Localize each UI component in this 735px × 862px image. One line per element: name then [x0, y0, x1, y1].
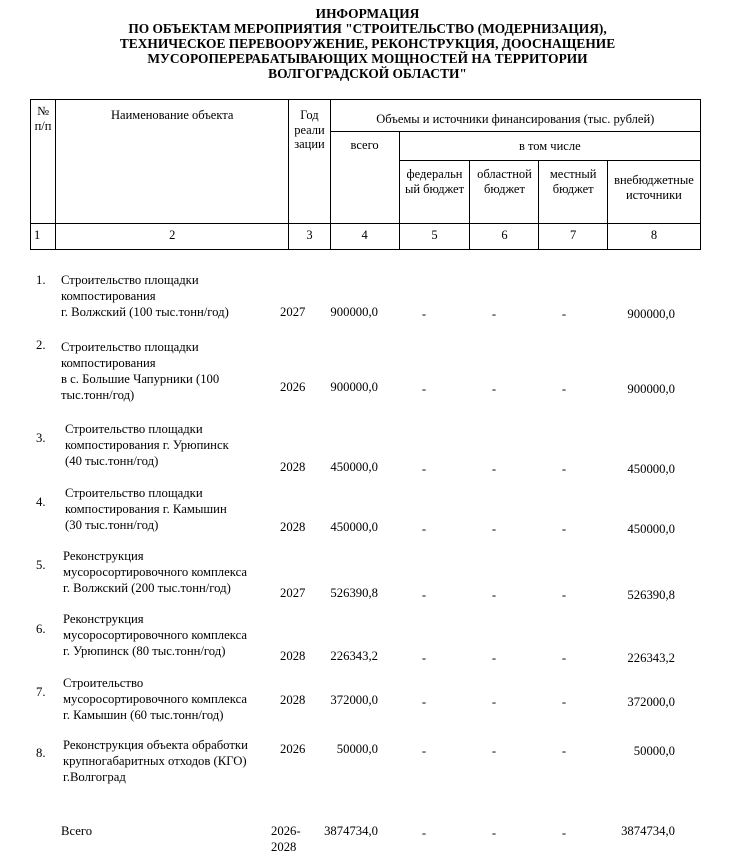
object-name-line: компостирования: [61, 289, 156, 303]
object-name-line: г. Волжский (200 тыс.тонн/год): [63, 581, 231, 595]
local-budget: -: [561, 462, 567, 476]
offbudget-amount: 50000,0: [633, 744, 675, 758]
federal-budget: -: [421, 695, 427, 709]
header-funding: Объемы и источники финансирования (тыс. рублей): [330, 100, 700, 132]
header-num: № п/п: [31, 100, 56, 224]
header-regional: областной бюджет: [470, 161, 539, 224]
total-federal: -: [421, 826, 427, 840]
header-name: Наименование объекта: [56, 100, 289, 224]
local-budget: -: [561, 651, 567, 665]
object-name: [63, 548, 278, 596]
title-line: ВОЛГОГРАДСКОЙ ОБЛАСТИ": [268, 66, 467, 81]
local-budget: -: [561, 695, 567, 709]
object-name-line: компостирования: [61, 356, 156, 370]
header-total: всего: [330, 132, 399, 224]
regional-budget: -: [491, 307, 497, 321]
total-offbudget: 3874734,0: [621, 824, 675, 838]
object-name-line: г. Камышин (60 тыс.тонн/год): [63, 708, 224, 722]
federal-budget: -: [421, 744, 427, 758]
object-name-line: г. Урюпинск (80 тыс.тонн/год): [63, 644, 226, 658]
object-name-line: компостирования г. Урюпинск: [65, 438, 229, 452]
row-number: 1.: [36, 273, 46, 287]
object-name: [65, 421, 280, 469]
total-local: -: [561, 826, 567, 840]
offbudget-amount: 900000,0: [627, 382, 675, 396]
object-name-line: Строительство: [63, 676, 144, 690]
offbudget-amount: 372000,0: [627, 695, 675, 709]
total-amount: 372000,0: [330, 693, 378, 707]
object-name-line: Строительство площадки: [65, 422, 203, 436]
object-name: [63, 611, 278, 659]
total-amount: 900000,0: [330, 305, 378, 319]
object-name-line: в с. Большие Чапурники (100: [61, 372, 220, 386]
title-line: ИНФОРМАЦИЯ: [315, 6, 420, 21]
implementation-year: 2028: [280, 520, 306, 534]
header-year: Год реали зации: [289, 100, 330, 224]
colnum-7: 7: [539, 224, 607, 250]
colnum-1: 1: [31, 224, 56, 250]
object-name-line: Строительство площадки: [61, 273, 199, 287]
object-name-line: Реконструкция: [63, 612, 144, 626]
grand-total-amount: 3874734,0: [324, 824, 378, 838]
colnum-2: 2: [56, 224, 289, 250]
total-year: 2026-2028: [271, 824, 301, 854]
regional-budget: -: [491, 522, 497, 536]
offbudget-amount: 450000,0: [627, 522, 675, 536]
local-budget: -: [561, 744, 567, 758]
object-name-line: г. Волжский (100 тыс.тонн/год): [61, 305, 229, 319]
header-offbudget: внебюджетные источники: [607, 161, 700, 224]
colnum-5: 5: [399, 224, 470, 250]
local-budget: -: [561, 588, 567, 602]
object-name-line: Строительство площадки: [61, 340, 199, 354]
total-amount: 450000,0: [330, 460, 378, 474]
object-name-line: мусоросортировочного комплекса: [63, 628, 248, 642]
colnum-3: 3: [289, 224, 330, 250]
object-name-line: Реконструкция: [63, 549, 144, 563]
regional-budget: -: [491, 462, 497, 476]
row-number: 3.: [36, 431, 46, 445]
implementation-year: 2026: [280, 380, 306, 394]
object-name: [65, 485, 280, 533]
object-name-line: крупногабаритных отходов (КГО): [63, 754, 247, 768]
total-amount: 50000,0: [336, 742, 378, 756]
total-amount: 226343,2: [330, 649, 378, 663]
regional-budget: -: [491, 651, 497, 665]
implementation-year: 2026: [280, 742, 306, 756]
row-number: 6.: [36, 622, 46, 636]
local-budget: -: [561, 522, 567, 536]
row-number: 2.: [36, 338, 46, 352]
federal-budget: -: [421, 588, 427, 602]
header-including: в том числе: [399, 132, 700, 161]
total-amount: 900000,0: [330, 380, 378, 394]
regional-budget: -: [491, 744, 497, 758]
title-line: ПО ОБЪЕКТАМ МЕРОПРИЯТИЯ "СТРОИТЕЛЬСТВО (МОДЕРНИЗАЦИЯ),: [128, 21, 607, 36]
object-name: [61, 339, 276, 403]
total-amount: 526390,8: [330, 586, 378, 600]
federal-budget: -: [421, 462, 427, 476]
implementation-year: 2027: [280, 586, 306, 600]
local-budget: -: [561, 382, 567, 396]
object-name-line: (40 тыс.тонн/год): [65, 454, 159, 468]
offbudget-amount: 900000,0: [627, 307, 675, 321]
total-regional: -: [491, 826, 497, 840]
federal-budget: -: [421, 382, 427, 396]
local-budget: -: [561, 307, 567, 321]
object-name-line: г.Волгоград: [63, 770, 126, 784]
implementation-year: 2027: [280, 305, 306, 319]
federal-budget: -: [421, 307, 427, 321]
title-line: МУСОРОПЕРЕРАБАТЫВАЮЩИХ МОЩНОСТЕЙ НА ТЕРРИТОРИИ: [147, 51, 588, 66]
implementation-year: 2028: [280, 460, 306, 474]
object-name-line: мусоросортировочного комплекса: [63, 692, 248, 706]
header-local: местный бюджет: [539, 161, 607, 224]
object-name: [61, 272, 276, 320]
colnum-8: 8: [607, 224, 700, 250]
colnum-6: 6: [470, 224, 539, 250]
row-number: 4.: [36, 495, 46, 509]
offbudget-amount: 226343,2: [627, 651, 675, 665]
regional-budget: -: [491, 588, 497, 602]
total-label: Всего: [61, 824, 93, 838]
colnum-4: 4: [330, 224, 399, 250]
object-name-line: Строительство площадки: [65, 486, 203, 500]
offbudget-amount: 526390,8: [627, 588, 675, 602]
object-name-line: (30 тыс.тонн/год): [65, 518, 159, 532]
implementation-year: 2028: [280, 649, 306, 663]
federal-budget: -: [421, 522, 427, 536]
offbudget-amount: 450000,0: [627, 462, 675, 476]
row-number: 5.: [36, 558, 46, 572]
object-name-line: тыс.тонн/год): [61, 388, 135, 402]
object-name: [63, 737, 278, 785]
row-number: 8.: [36, 746, 46, 760]
regional-budget: -: [491, 382, 497, 396]
regional-budget: -: [491, 695, 497, 709]
federal-budget: -: [421, 651, 427, 665]
object-name-line: компостирования г. Камышин: [65, 502, 227, 516]
title-line: ТЕХНИЧЕСКОЕ ПЕРЕВООРУЖЕНИЕ, РЕКОНСТРУКЦИЯ, ДООСНАЩЕНИЕ: [119, 36, 616, 51]
object-name-line: мусоросортировочного комплекса: [63, 565, 248, 579]
row-number: 7.: [36, 685, 46, 699]
object-name: [63, 675, 278, 723]
implementation-year: 2028: [280, 693, 306, 707]
total-amount: 450000,0: [330, 520, 378, 534]
object-name-line: Реконструкция объекта обработки: [63, 738, 248, 752]
header-federal: федеральн ый бюджет: [399, 161, 470, 224]
